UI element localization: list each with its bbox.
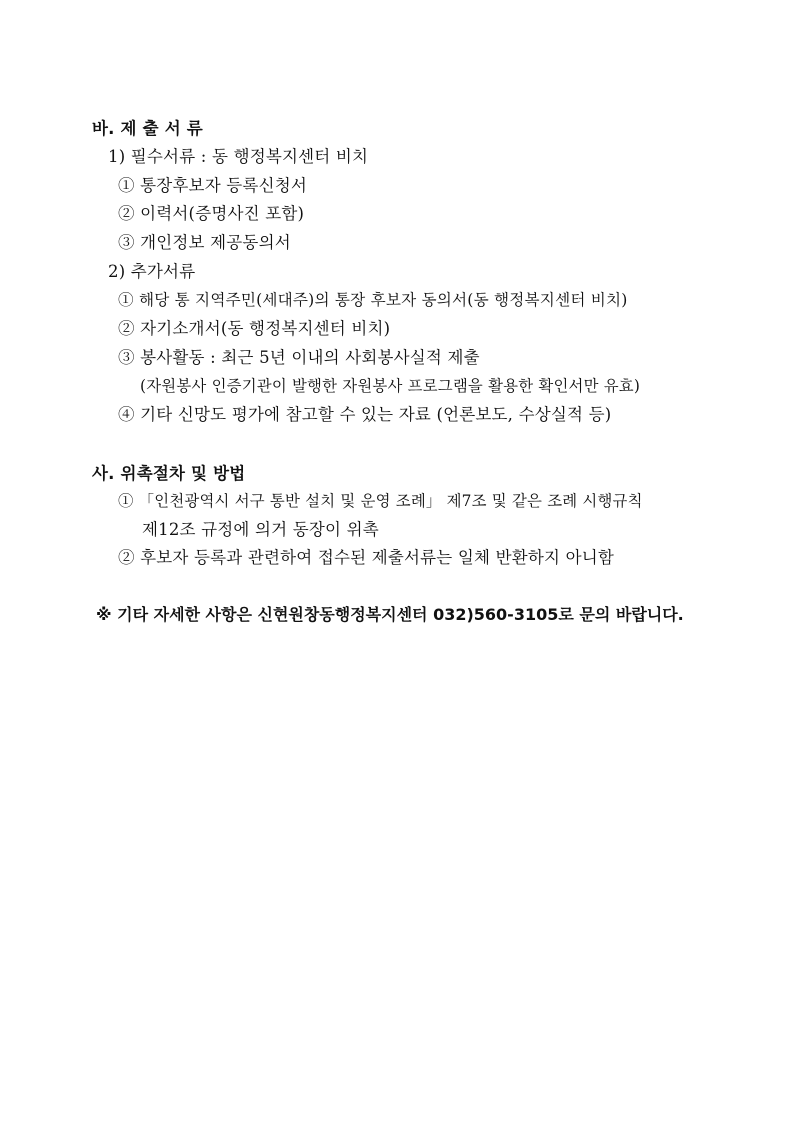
section-sa-title: 사. 위촉절차 및 방법: [92, 464, 246, 483]
procedure-item: ① 「인천광역시 서구 통반 설치 및 운영 조례」 제7조 및 같은 조례 시행규칙: [118, 492, 643, 510]
section-ba-title: 바. 제 출 서 류: [92, 119, 203, 138]
contact-note: ※ 기타 자세한 사항은 신현원창동행정복지센터 032)560-3105로 문의 바랍니다.: [96, 605, 684, 624]
additional-docs-heading: 2) 추가서류: [108, 262, 196, 281]
additional-doc-item: ④ 기타 신망도 평가에 참고할 수 있는 자료 (언론보도, 수상실적 등): [118, 405, 612, 424]
required-doc-item: ① 통장후보자 등록신청서: [118, 176, 307, 195]
additional-doc-item-note: (자원봉사 인증기관이 발행한 자원봉사 프로그램을 활용한 확인서만 유효): [140, 377, 641, 395]
procedure-item-continuation: 제12조 규정에 의거 동장이 위촉: [142, 520, 379, 539]
additional-doc-item: ① 해당 통 지역주민(세대주)의 통장 후보자 동의서(동 행정복지센터 비치): [118, 291, 628, 309]
additional-doc-item: ③ 봉사활동 : 최근 5년 이내의 사회봉사실적 제출: [118, 348, 480, 367]
required-doc-item: ② 이력서(증명사진 포함): [118, 204, 305, 223]
required-docs-heading: 1) 필수서류 : 동 행정복지센터 비치: [108, 147, 369, 166]
procedure-item: ② 후보자 등록과 관련하여 접수된 제출서류는 일체 반환하지 아니함: [118, 548, 615, 567]
additional-doc-item: ② 자기소개서(동 행정복지센터 비치): [118, 319, 391, 338]
required-doc-item: ③ 개인정보 제공동의서: [118, 233, 291, 252]
